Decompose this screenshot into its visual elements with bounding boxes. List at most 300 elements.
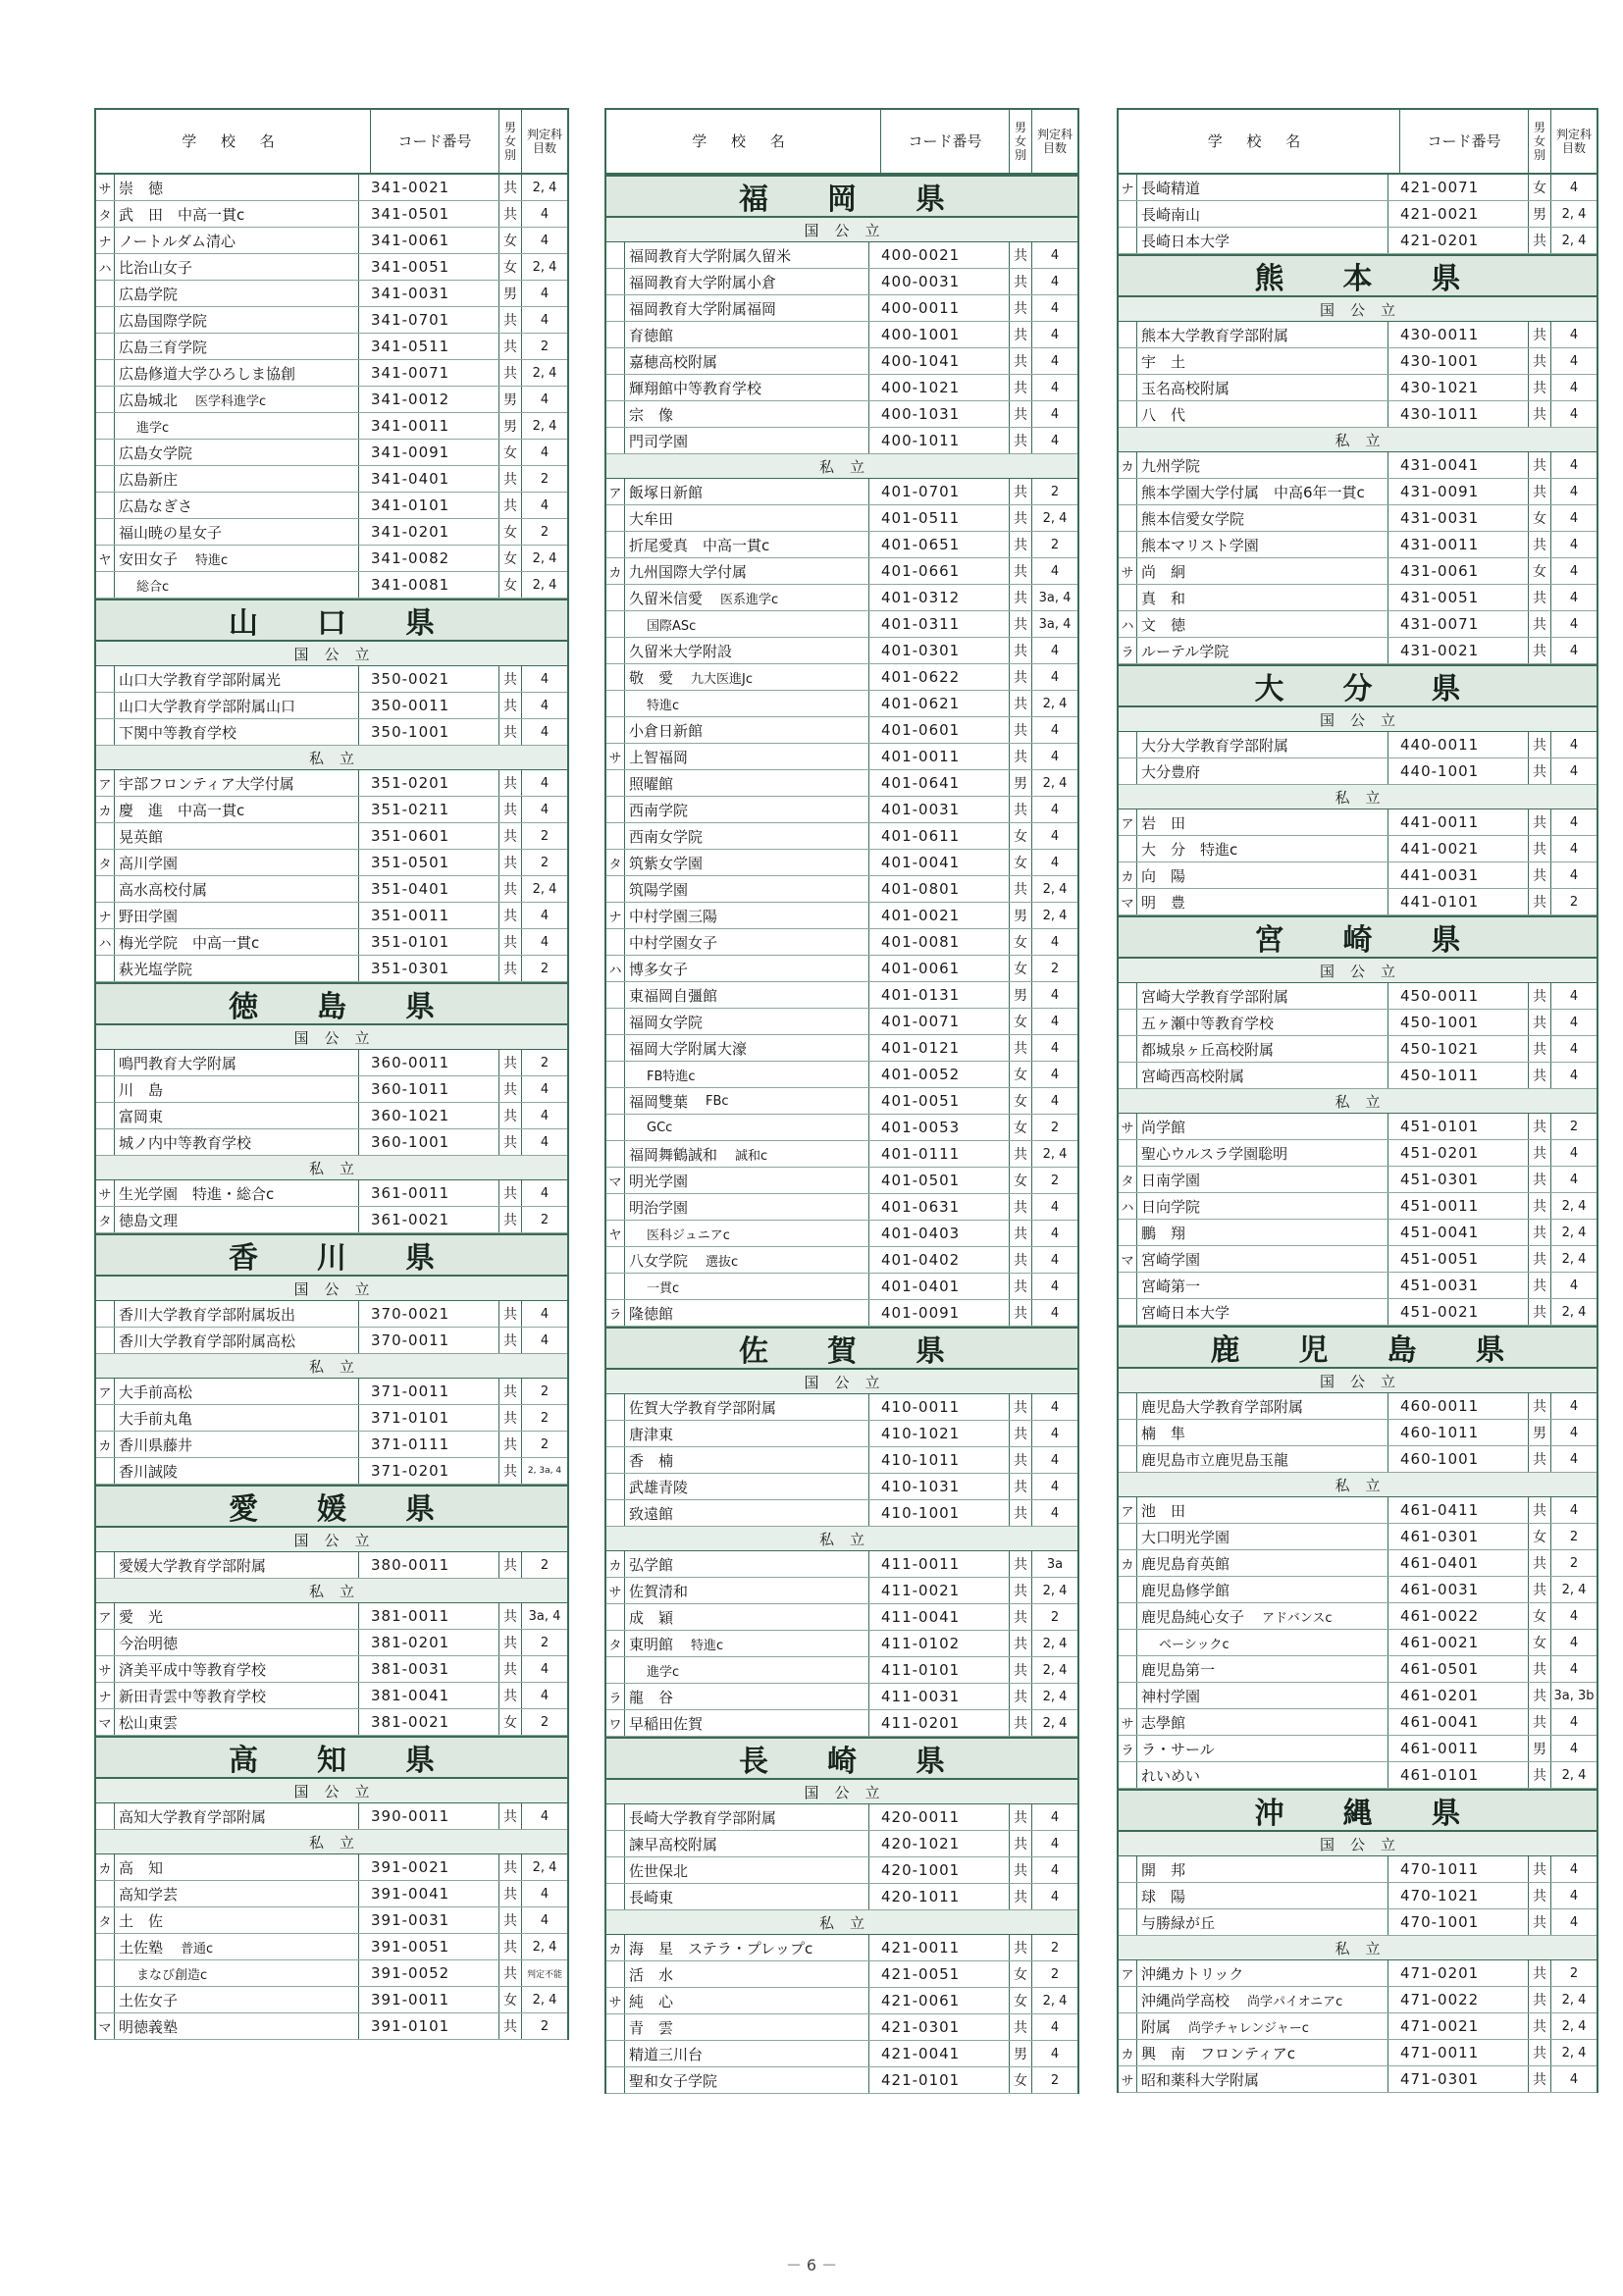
school-name bbox=[1137, 1299, 1387, 1325]
school-code: 391-0101 bbox=[358, 2013, 498, 2039]
school-code: 391-0041 bbox=[358, 1881, 498, 1906]
subject-count: 判定不能 bbox=[521, 1960, 567, 1986]
kana-index: タ bbox=[606, 1631, 625, 1656]
kana-index bbox=[606, 1884, 625, 1909]
kana-index bbox=[606, 322, 625, 347]
school-name-text: 精道三川台 bbox=[629, 2045, 704, 2063]
sex-type: 共 bbox=[1009, 1857, 1031, 1883]
kana-index bbox=[606, 1421, 625, 1446]
school-row bbox=[1119, 2040, 1597, 2066]
school-name-text: 土 佐 bbox=[119, 1911, 164, 1930]
school-row bbox=[606, 532, 1077, 558]
sex-type: 共 bbox=[1528, 322, 1550, 347]
school-name-text: 土佐塾 bbox=[119, 1938, 164, 1957]
school-name bbox=[625, 1221, 868, 1246]
kana-index bbox=[1119, 375, 1137, 400]
subject-count: 2 bbox=[521, 956, 567, 981]
school-name bbox=[115, 929, 358, 955]
course-name: 医学科進学c bbox=[195, 393, 267, 409]
prefecture-heading: 佐賀県 bbox=[606, 1327, 1077, 1370]
school-name-text: 広島修道大学ひろしま協創 bbox=[119, 364, 296, 383]
school-row bbox=[1119, 1114, 1597, 1140]
school-name bbox=[115, 1854, 358, 1880]
school-name-text: 愛媛大学教育学部附属 bbox=[119, 1556, 267, 1575]
school-row bbox=[96, 1803, 567, 1830]
school-code: 461-0041 bbox=[1387, 1709, 1528, 1735]
school-name bbox=[115, 1656, 358, 1682]
sex-type: 共 bbox=[1009, 1551, 1031, 1577]
sex-type: 女 bbox=[498, 228, 521, 253]
school-name-text: 聖心ウルスラ学園聡明 bbox=[1141, 1144, 1288, 1163]
school-code: 421-0051 bbox=[868, 1961, 1009, 1987]
school-name-text: 松山東雲 bbox=[119, 1713, 179, 1732]
school-name bbox=[1137, 1736, 1387, 1761]
school-name-text: 日南学園 bbox=[1141, 1171, 1201, 1189]
school-name bbox=[1137, 322, 1387, 347]
school-name-text: 川 島 bbox=[119, 1080, 164, 1099]
kana-index bbox=[606, 2067, 625, 2093]
kana-index: ア bbox=[1119, 809, 1137, 835]
school-row bbox=[96, 823, 567, 850]
school-name bbox=[1137, 505, 1387, 531]
school-row bbox=[606, 1194, 1077, 1221]
school-name-text: 輝翔館中等教育学校 bbox=[629, 379, 762, 397]
sex-type: 男 bbox=[1009, 770, 1031, 796]
school-name bbox=[1137, 479, 1387, 504]
school-name bbox=[625, 269, 868, 294]
subject-count: 4 bbox=[1031, 982, 1077, 1008]
sex-type: 女 bbox=[1009, 850, 1031, 875]
kana-index bbox=[1119, 532, 1137, 557]
sex-type: 共 bbox=[1528, 1114, 1550, 1139]
category-heading: 私立 bbox=[1119, 1473, 1597, 1497]
kana-index bbox=[96, 360, 115, 386]
sex-type: 共 bbox=[1009, 401, 1031, 427]
kana-index bbox=[606, 1062, 625, 1087]
school-row bbox=[1119, 1630, 1597, 1656]
sex-type: 共 bbox=[1009, 717, 1031, 743]
sex-type: 共 bbox=[1009, 479, 1031, 504]
category-heading: 私立 bbox=[96, 1156, 567, 1180]
school-name bbox=[115, 1907, 358, 1933]
school-code: 450-1021 bbox=[1387, 1036, 1528, 1062]
school-code: 411-0021 bbox=[868, 1578, 1009, 1603]
school-code: 401-0081 bbox=[868, 929, 1009, 955]
school-name-text: 高知大学教育学部附属 bbox=[119, 1807, 267, 1826]
sex-type: 女 bbox=[1009, 1988, 1031, 2013]
school-name-text: 城ノ内中等教育学校 bbox=[119, 1133, 252, 1152]
school-code: 400-0011 bbox=[868, 295, 1009, 321]
course-name: 特進c bbox=[691, 1638, 724, 1653]
school-row bbox=[96, 254, 567, 281]
school-row bbox=[96, 956, 567, 982]
school-row bbox=[96, 1405, 567, 1432]
school-row bbox=[606, 1684, 1077, 1710]
school-name bbox=[1137, 201, 1387, 227]
sex-type: 共 bbox=[1528, 1909, 1550, 1935]
school-name-text: 附属 bbox=[1141, 2017, 1172, 2036]
school-row bbox=[1119, 1220, 1597, 1246]
school-code: 401-0621 bbox=[868, 691, 1009, 716]
sex-type: 共 bbox=[1528, 1446, 1550, 1472]
subject-count: 4 bbox=[1031, 348, 1077, 374]
subject-count: 4 bbox=[1550, 1630, 1597, 1655]
school-name-text: 晃英館 bbox=[119, 827, 164, 846]
school-code: 341-0091 bbox=[358, 440, 498, 465]
school-name bbox=[1137, 1114, 1387, 1139]
kana-index: カ bbox=[1119, 452, 1137, 478]
school-name bbox=[1137, 1193, 1387, 1219]
school-name bbox=[625, 1604, 868, 1630]
school-name bbox=[115, 572, 358, 598]
sex-type: 共 bbox=[498, 1103, 521, 1128]
subject-count: 4 bbox=[521, 797, 567, 822]
kana-index bbox=[96, 334, 115, 359]
subject-count: 2, 4 bbox=[1550, 1246, 1597, 1272]
school-code: 341-0071 bbox=[358, 360, 498, 386]
sex-type: 共 bbox=[498, 850, 521, 875]
course-name: 選抜c bbox=[706, 1254, 739, 1270]
sex-type: 共 bbox=[498, 876, 521, 902]
school-code: 401-0651 bbox=[868, 532, 1009, 557]
sex-type: 共 bbox=[1009, 558, 1031, 584]
course-name: GCc bbox=[647, 1120, 673, 1135]
school-row bbox=[606, 242, 1077, 269]
kana-index: ヤ bbox=[606, 1221, 625, 1246]
sex-type: 共 bbox=[1009, 1141, 1031, 1167]
subject-count: 4 bbox=[521, 1881, 567, 1906]
school-row bbox=[606, 611, 1077, 638]
category-heading: 国公立 bbox=[96, 1528, 567, 1552]
sex-type: 共 bbox=[1528, 983, 1550, 1009]
school-row bbox=[606, 823, 1077, 850]
header-code: コード番号 bbox=[1399, 110, 1528, 173]
school-name bbox=[625, 1988, 868, 2013]
school-name-text: 熊本大学教育学部附属 bbox=[1141, 326, 1289, 344]
school-code: 391-0052 bbox=[358, 1960, 498, 1986]
school-row bbox=[1119, 732, 1597, 758]
subject-count: 4 bbox=[1031, 558, 1077, 584]
school-name bbox=[625, 1710, 868, 1736]
sex-type: 男 bbox=[1009, 982, 1031, 1008]
school-name-text: 広島なぎさ bbox=[119, 496, 193, 515]
sex-type: 共 bbox=[1528, 1960, 1550, 1986]
school-name-text: 青 雲 bbox=[629, 2018, 674, 2037]
sex-type: 女 bbox=[1009, 1062, 1031, 1087]
sex-type: 共 bbox=[1528, 401, 1550, 427]
school-code: 350-1001 bbox=[358, 719, 498, 745]
school-name-text: 長崎日本大学 bbox=[1141, 232, 1230, 250]
school-name bbox=[115, 1103, 358, 1128]
school-name bbox=[625, 505, 868, 531]
school-row bbox=[606, 322, 1077, 348]
school-name-text: 文 徳 bbox=[1141, 615, 1186, 634]
school-name-text: 海 星 ステラ・プレップc bbox=[629, 1939, 813, 1957]
school-name-text: 折尾愛真 中高一貫c bbox=[629, 536, 770, 554]
school-name bbox=[115, 1050, 358, 1075]
sex-type: 男 bbox=[1009, 903, 1031, 928]
school-row bbox=[96, 175, 567, 201]
school-name bbox=[115, 254, 358, 280]
school-row bbox=[96, 850, 567, 876]
kana-index bbox=[1119, 1273, 1137, 1298]
school-code: 471-0301 bbox=[1387, 2066, 1528, 2092]
school-name-text: 鹿児島純心女子 bbox=[1141, 1607, 1245, 1626]
kana-index bbox=[606, 295, 625, 321]
subject-count: 2 bbox=[1031, 1604, 1077, 1630]
school-name bbox=[625, 1684, 868, 1709]
school-name-text: 神村学園 bbox=[1141, 1687, 1201, 1705]
school-name-text: 今治明徳 bbox=[119, 1634, 179, 1652]
sex-type: 共 bbox=[1009, 1710, 1031, 1736]
school-name-text: 広島女学院 bbox=[119, 444, 193, 462]
school-name-text: 大 分 特進c bbox=[1141, 840, 1238, 859]
school-row bbox=[96, 307, 567, 334]
school-code: 431-0091 bbox=[1387, 479, 1528, 504]
school-name-text: 宮崎大学教育学部附属 bbox=[1141, 987, 1289, 1006]
sex-type: 共 bbox=[1009, 1274, 1031, 1299]
course-name: 尚学パイオニアc bbox=[1247, 1994, 1343, 2009]
subject-count: 2 bbox=[521, 1630, 567, 1655]
school-name-text: 鹿児島市立鹿児島玉龍 bbox=[1141, 1450, 1289, 1469]
school-name-text: 明治学園 bbox=[629, 1198, 689, 1217]
course-name: まなび創造c bbox=[136, 1967, 208, 1983]
school-name bbox=[625, 929, 868, 955]
school-code: 461-0411 bbox=[1387, 1497, 1528, 1523]
school-name bbox=[625, 1035, 868, 1061]
school-code: 360-1021 bbox=[358, 1103, 498, 1128]
school-row bbox=[96, 1907, 567, 1934]
school-name-text: 宮崎学園 bbox=[1141, 1250, 1201, 1269]
school-code: 341-0511 bbox=[358, 334, 498, 359]
kana-index bbox=[1119, 1630, 1137, 1655]
school-code: 401-0052 bbox=[868, 1062, 1009, 1087]
school-code: 391-0031 bbox=[358, 1907, 498, 1933]
school-row bbox=[1119, 809, 1597, 836]
subject-count: 2, 3a, 4 bbox=[521, 1458, 567, 1484]
school-row bbox=[606, 1831, 1077, 1857]
subject-count: 2, 4 bbox=[1031, 1578, 1077, 1603]
school-name-text: 九州学院 bbox=[1141, 456, 1201, 475]
school-name-text: 向 陽 bbox=[1141, 866, 1186, 885]
school-row bbox=[96, 466, 567, 493]
subject-count: 4 bbox=[1550, 1446, 1597, 1472]
category-heading: 国公立 bbox=[606, 1780, 1077, 1804]
sex-type: 共 bbox=[1009, 1300, 1031, 1326]
sex-type: 共 bbox=[1009, 691, 1031, 716]
school-row bbox=[606, 1247, 1077, 1274]
subject-count: 4 bbox=[1031, 850, 1077, 875]
sex-type: 共 bbox=[498, 929, 521, 955]
sex-type: 共 bbox=[498, 1630, 521, 1655]
school-name-text: 大手前丸亀 bbox=[119, 1409, 193, 1428]
sex-type: 女 bbox=[1009, 1088, 1031, 1114]
school-name bbox=[1137, 1036, 1387, 1062]
school-code: 341-0021 bbox=[358, 175, 498, 200]
school-name bbox=[625, 956, 868, 981]
school-name-text: 土佐女子 bbox=[119, 1991, 179, 2009]
subject-count: 2, 4 bbox=[521, 175, 567, 200]
school-name bbox=[625, 1141, 868, 1167]
subject-count: 4 bbox=[1550, 1656, 1597, 1682]
school-name bbox=[1137, 1709, 1387, 1735]
school-row bbox=[1119, 1299, 1597, 1326]
subject-count: 4 bbox=[1031, 1300, 1077, 1326]
sex-type: 共 bbox=[1528, 1656, 1550, 1682]
school-row bbox=[606, 1062, 1077, 1088]
school-row bbox=[96, 440, 567, 466]
kana-index bbox=[96, 572, 115, 598]
sex-type: 共 bbox=[1009, 1604, 1031, 1630]
school-name-text: 八 代 bbox=[1141, 405, 1186, 424]
school-code: 401-0131 bbox=[868, 982, 1009, 1008]
school-row bbox=[606, 717, 1077, 744]
school-row bbox=[96, 797, 567, 823]
school-row bbox=[96, 281, 567, 307]
school-row bbox=[96, 876, 567, 903]
school-name bbox=[1137, 1246, 1387, 1272]
school-row bbox=[96, 413, 567, 440]
school-row bbox=[96, 1934, 567, 1960]
school-code: 410-1021 bbox=[868, 1421, 1009, 1446]
school-name-text: 崇 徳 bbox=[119, 179, 164, 197]
subject-count: 4 bbox=[1550, 1736, 1597, 1761]
school-name bbox=[115, 175, 358, 200]
school-row bbox=[96, 719, 567, 746]
category-heading: 私立 bbox=[1119, 1089, 1597, 1114]
school-code: 351-0601 bbox=[358, 823, 498, 849]
school-row bbox=[606, 876, 1077, 903]
school-name bbox=[625, 797, 868, 822]
school-row bbox=[96, 1207, 567, 1233]
sex-type: 男 bbox=[498, 387, 521, 412]
kana-index bbox=[96, 1405, 115, 1431]
kana-index bbox=[606, 1657, 625, 1683]
school-name-text: 聖和女子学院 bbox=[629, 2071, 718, 2090]
kana-index bbox=[96, 413, 115, 439]
sex-type: 共 bbox=[498, 1960, 521, 1986]
school-row bbox=[96, 1683, 567, 1709]
school-row bbox=[96, 1050, 567, 1076]
course-name: 総合c bbox=[136, 579, 170, 595]
school-name bbox=[625, 717, 868, 743]
school-name bbox=[625, 295, 868, 321]
sex-type: 共 bbox=[1528, 1010, 1550, 1035]
subject-count: 2, 4 bbox=[521, 1854, 567, 1880]
school-row bbox=[96, 1552, 567, 1579]
sex-type: 女 bbox=[1009, 1168, 1031, 1193]
school-name-text: 飯塚日新館 bbox=[629, 483, 704, 501]
subject-count: 2, 4 bbox=[1031, 903, 1077, 928]
school-code: 401-0641 bbox=[868, 770, 1009, 796]
subject-count: 2 bbox=[1031, 956, 1077, 981]
school-code: 451-0101 bbox=[1387, 1114, 1528, 1139]
sex-type: 共 bbox=[1009, 744, 1031, 769]
sex-type: 共 bbox=[498, 1881, 521, 1906]
school-name bbox=[115, 360, 358, 386]
header-subject-count: 判定科目数 bbox=[1550, 110, 1597, 173]
school-name bbox=[1137, 1577, 1387, 1602]
subject-count: 4 bbox=[1550, 1497, 1597, 1523]
sex-type: 共 bbox=[1528, 452, 1550, 478]
school-code: 451-0011 bbox=[1387, 1193, 1528, 1219]
school-name-text: 比治山女子 bbox=[119, 258, 193, 277]
school-code: 470-1021 bbox=[1387, 1883, 1528, 1908]
school-name bbox=[625, 1935, 868, 1960]
school-name-text: 明光学園 bbox=[629, 1172, 689, 1190]
kana-index bbox=[606, 269, 625, 294]
kana-index bbox=[96, 693, 115, 718]
kana-index bbox=[606, 797, 625, 822]
school-name bbox=[1137, 1987, 1387, 2012]
school-name-text: 大分大学教育学部附属 bbox=[1141, 736, 1289, 755]
sex-type: 共 bbox=[498, 797, 521, 822]
school-row bbox=[1119, 532, 1597, 558]
kana-index: タ bbox=[96, 850, 115, 875]
subject-count: 2, 4 bbox=[1031, 1710, 1077, 1736]
school-name bbox=[625, 1500, 868, 1526]
school-name bbox=[1137, 1010, 1387, 1035]
school-name-text: 鹿児島育英館 bbox=[1141, 1554, 1230, 1573]
school-name bbox=[1137, 1497, 1387, 1523]
kana-index: サ bbox=[1119, 558, 1137, 584]
school-row bbox=[606, 428, 1077, 454]
school-row bbox=[606, 1710, 1077, 1737]
school-name bbox=[1137, 889, 1387, 914]
kana-index bbox=[606, 982, 625, 1008]
school-name bbox=[1137, 1550, 1387, 1576]
sex-type: 共 bbox=[498, 903, 521, 928]
school-code: 341-0051 bbox=[358, 254, 498, 280]
sex-type: 共 bbox=[498, 1907, 521, 1933]
school-row bbox=[606, 295, 1077, 322]
sex-type: 共 bbox=[1528, 1577, 1550, 1602]
subject-count: 2 bbox=[1550, 1960, 1597, 1986]
school-name bbox=[115, 1076, 358, 1102]
school-name bbox=[625, 1394, 868, 1420]
kana-index: カ bbox=[96, 797, 115, 822]
school-name bbox=[1137, 983, 1387, 1009]
kana-index bbox=[606, 1394, 625, 1420]
kana-index bbox=[1119, 401, 1137, 427]
school-row bbox=[96, 1301, 567, 1328]
school-name bbox=[625, 850, 868, 875]
subject-count: 4 bbox=[1031, 744, 1077, 769]
school-code: 471-0021 bbox=[1387, 2013, 1528, 2039]
school-name bbox=[625, 1657, 868, 1683]
school-name bbox=[1137, 175, 1387, 200]
school-code: 400-1031 bbox=[868, 401, 1009, 427]
school-name-text: 熊本学園大学付属 中高6年一貫c bbox=[1141, 483, 1365, 501]
school-code: 451-0021 bbox=[1387, 1299, 1528, 1325]
sex-type: 共 bbox=[1528, 1063, 1550, 1088]
school-row bbox=[606, 1961, 1077, 1988]
sex-type: 共 bbox=[1528, 479, 1550, 504]
subject-count: 2 bbox=[521, 1207, 567, 1232]
sex-type: 共 bbox=[1009, 1421, 1031, 1446]
school-name bbox=[1137, 1856, 1387, 1882]
school-name-text: 沖縄カトリック bbox=[1141, 1964, 1244, 1983]
school-name bbox=[1137, 1273, 1387, 1298]
school-code: 391-0021 bbox=[358, 1854, 498, 1880]
school-code: 401-0622 bbox=[868, 664, 1009, 690]
kana-index: ワ bbox=[606, 1710, 625, 1736]
school-name-text: 福岡大学附属大濠 bbox=[629, 1039, 748, 1058]
school-name-text: 鹿児島大学教育学部附属 bbox=[1141, 1397, 1304, 1416]
school-code: 360-1011 bbox=[358, 1076, 498, 1102]
kana-index: マ bbox=[96, 2013, 115, 2039]
school-name bbox=[1137, 758, 1387, 784]
